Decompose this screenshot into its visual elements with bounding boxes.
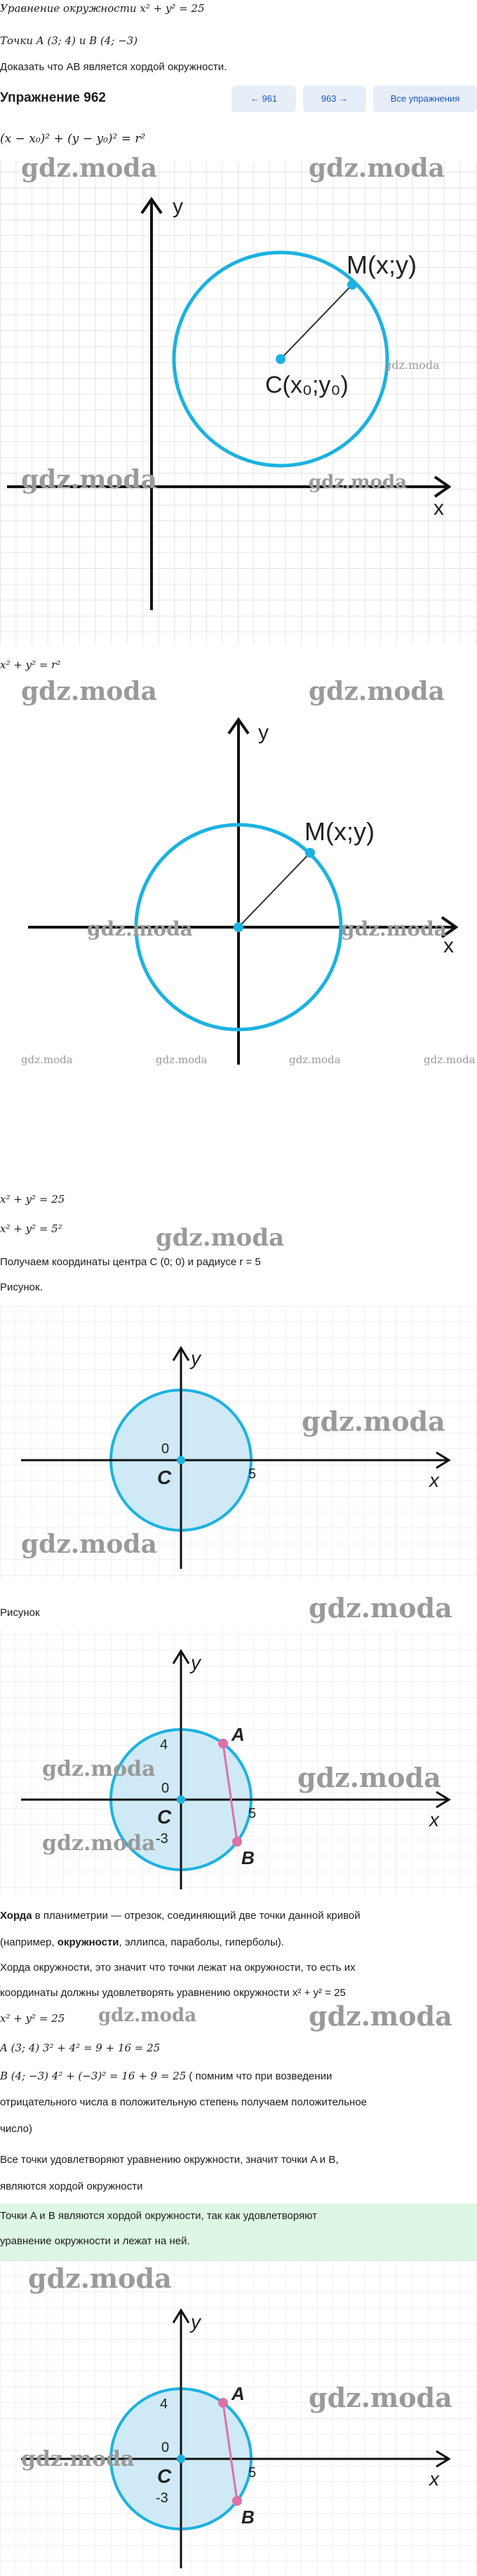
y-label: y	[173, 195, 183, 218]
center-label: C(x₀;y₀)	[265, 372, 349, 398]
watermark-strip	[0, 1992, 477, 2034]
x-label: x	[429, 1469, 439, 1491]
watermark: gdz.moda	[341, 917, 447, 940]
watermark: gdz.moda	[384, 358, 440, 372]
check-note-1: отрицательного числа в положительную степень получаем положительное	[0, 2096, 368, 2108]
watermark: gdz.moda	[98, 2005, 197, 2026]
tick-minus-3: -3	[156, 2490, 168, 2506]
point-a-label: A	[231, 1724, 245, 1745]
watermark: gdz.moda	[309, 154, 445, 183]
center-radius-text: Получаем координаты центра C (0; 0) и радиусе r = 5	[0, 1256, 261, 1268]
point-b-label: B	[241, 1847, 255, 1868]
task-question: Доказать что AB является хордой окружности.	[0, 61, 227, 73]
watermark: gdz.moda	[21, 1053, 73, 1066]
radius-tick: 5	[248, 1466, 257, 1482]
x-label: x	[429, 1809, 439, 1830]
point-b	[232, 1837, 242, 1847]
figure-general-circle	[0, 140, 477, 645]
formula-general: (x − x₀)² + (y − y₀)² = r²	[0, 132, 146, 146]
final-answer-1: Точки A и B являются хордой окружности, так как удовлетворяют	[0, 2210, 317, 2222]
figure-circle-r5	[0, 1306, 477, 1579]
y-label: y	[191, 1347, 201, 1369]
radius-tick: 5	[248, 1806, 257, 1821]
point-a	[218, 2398, 228, 2408]
watermark: gdz.moda	[21, 2447, 135, 2472]
center-label: C	[157, 2465, 172, 2487]
x-label: x	[443, 934, 454, 957]
tick-4: 4	[160, 1737, 168, 1753]
formula-origin: x² + y² = r²	[0, 659, 61, 671]
origin-label: 0	[161, 2440, 170, 2455]
all-exercises-button[interactable]: Все упражнения	[373, 86, 477, 112]
watermark: gdz.moda	[309, 2382, 452, 2413]
watermark: gdz.moda	[21, 1530, 157, 1559]
point-m	[347, 280, 357, 290]
watermark: gdz.moda	[28, 2263, 172, 2294]
next-exercise-button[interactable]: 963 →	[303, 86, 366, 112]
watermark: gdz.moda	[302, 1405, 445, 1437]
page-title: Упражнение 962	[0, 90, 106, 105]
watermark: gdz.moda	[289, 1053, 341, 1066]
tick-4: 4	[160, 2396, 168, 2412]
center-point	[234, 922, 243, 932]
radius-tick: 5	[248, 2465, 257, 2481]
origin-label: 0	[161, 1781, 170, 1796]
radius-line	[238, 853, 310, 927]
point-m	[305, 848, 315, 858]
point-b-label: B	[241, 2507, 255, 2528]
point-b	[232, 2496, 242, 2506]
chord-equation: x² + y² = 25	[0, 2012, 65, 2025]
point-a	[218, 1739, 228, 1748]
conclusion-1: Все точки удовлетворяют уравнению окружности, значит точки A и B,	[0, 2154, 339, 2166]
watermark: gdz.moda	[156, 1053, 208, 1066]
watermark: gdz.moda	[21, 465, 157, 494]
center-point	[177, 1456, 185, 1464]
chord-paragraph-2: координаты должны удовлетворять уравнению окружности x² + y² = 25	[0, 1987, 346, 1999]
watermark: gdz.moda	[21, 154, 157, 183]
watermark: gdz.moda	[424, 1053, 476, 1066]
figure-chord-ab	[0, 1586, 477, 1895]
picture-label-2: Рисунок	[0, 1607, 40, 1619]
check-point-b: B (4; −3) 4² + (−3)² = 16 + 9 = 25 ( помним что при возведении	[0, 2070, 332, 2082]
watermark-strip	[0, 1220, 477, 1251]
watermark: gdz.moda	[297, 1762, 441, 1793]
watermark: gdz.moda	[21, 677, 157, 706]
task-points: Точки A (3; 4) и B (4; −3)	[0, 34, 138, 47]
x-label: x	[434, 497, 444, 520]
center-point	[177, 2455, 185, 2463]
y-label: y	[258, 721, 269, 744]
watermark: gdz.moda	[309, 677, 445, 706]
task-equation: Уравнение окружности x² + y² = 25	[0, 2, 205, 15]
center-label: C	[157, 1806, 172, 1828]
check-point-a: A (3; 4) 3² + 4² = 9 + 16 = 25	[0, 2042, 161, 2054]
chord-definition-1: Хорда в планиметрии — отрезок, соединяющий две точки данной кривой	[0, 1910, 361, 1922]
point-m-label: M(x;y)	[304, 817, 375, 846]
equation-1: x² + y² = 25	[0, 1193, 65, 1206]
center-point	[177, 1795, 185, 1804]
x-label: x	[429, 2468, 439, 2490]
watermark: gdz.moda	[156, 1224, 285, 1251]
y-label: y	[191, 2311, 201, 2333]
check-note-2: число)	[0, 2123, 32, 2135]
equation-2: x² + y² = 5²	[0, 1222, 62, 1235]
point-a-label: A	[231, 2383, 245, 2404]
grid	[0, 161, 477, 645]
watermark: gdz.moda	[42, 1831, 156, 1856]
watermark: gdz.moda	[309, 1592, 452, 1624]
tick-minus-3: -3	[156, 1831, 168, 1847]
center-point	[276, 354, 285, 364]
picture-label: Рисунок.	[0, 1281, 43, 1293]
figure-chord-ab-final	[0, 2260, 477, 2576]
prev-exercise-button[interactable]: ← 961	[231, 86, 296, 112]
chord-paragraph-1: Хорда окружности, это значит что точки лежат на окружности, то есть их	[0, 1962, 356, 1974]
center-label: C	[157, 1466, 172, 1488]
watermark: gdz.moda	[309, 472, 408, 493]
chord-definition-2: (например, окружности, эллипса, параболы, гиперболы).	[0, 1936, 284, 1948]
watermark: gdz.moda	[87, 917, 193, 940]
conclusion-2: являются хордой окружности	[0, 2180, 143, 2192]
final-answer-2: уравнение окружности и лежат на ней.	[0, 2235, 190, 2247]
y-label: y	[191, 1652, 201, 1673]
watermark: gdz.moda	[42, 1757, 156, 1781]
figure-origin-circle	[0, 672, 477, 1079]
chord-term: Хорда	[0, 1910, 32, 1922]
watermark: gdz.moda	[309, 2000, 452, 2032]
origin-label: 0	[161, 1441, 170, 1457]
point-m-label: M(x;y)	[347, 250, 417, 279]
